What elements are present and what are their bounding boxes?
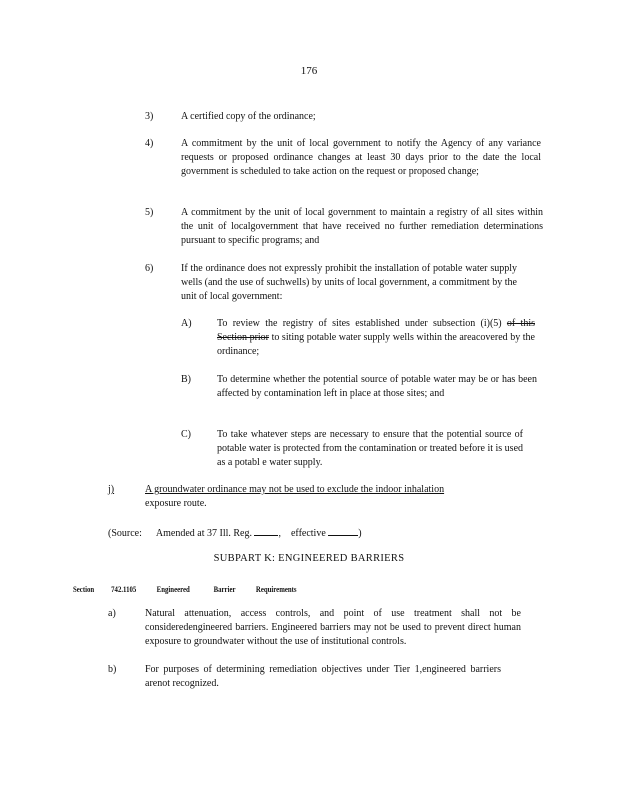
item-3-text: A certified copy of the ordinance; (181, 111, 316, 122)
subitem-c-marker: C) (181, 429, 191, 440)
subitem-a-text (217, 317, 535, 359)
source-effective-blank (328, 524, 358, 536)
source-comma: , (278, 528, 281, 539)
subitem-c-text: To take whatever steps are necessary to ensure that the potential source of potable water is protected from the contamination or treated before it is used as a potabl e water supply. (217, 429, 524, 468)
section-title-word2: Barrier (213, 585, 236, 594)
source-effective: effective (290, 528, 326, 539)
section-label: Section (73, 585, 95, 594)
subitem-a-text-after: to siting potable water supply wells within the areacovered by the ordinance; (217, 332, 535, 357)
subitem-a-struck-text: of this Section prior (217, 318, 535, 343)
source-prefix: (Source: (108, 528, 142, 539)
item-6-marker: 6) (145, 263, 154, 274)
item-3-marker: 3) (145, 111, 154, 122)
item-j-text (145, 483, 515, 511)
section-number: 742.1105 (111, 585, 137, 594)
source-suffix: ) (358, 528, 362, 539)
subitem-a-text-before: To review the registry of sites established under subsection (i)(5) (217, 318, 507, 329)
subitem-a-marker: A) (181, 318, 192, 329)
section-item-b-marker: b) (108, 664, 117, 675)
item-6-text: If the ordinance does not expressly prohibit the installation of potable water supply wells (and the use of suchwells) by units of local government, a commitment by the unit of local government: (181, 263, 517, 302)
subitem-b-marker: B) (181, 374, 191, 385)
section-title-word1: Engineered (156, 585, 190, 594)
source-note (108, 524, 362, 541)
section-title-word3: Requirements (255, 585, 297, 594)
item-5-marker: 5) (145, 207, 154, 218)
section-heading (73, 583, 297, 597)
subpart-heading: SUBPART K: ENGINEERED BARRIERS (213, 553, 405, 564)
item-j-marker: j) (108, 484, 115, 495)
section-item-a-text: Natural attenuation, access controls, and point of use treatment shall not be consideredengineered barriers. Engineered barriers may not be used to prevent direct human exposure to groundwater without the use of institutional controls. (145, 608, 521, 647)
item-j-underlined-text: A groundwater ordinance may not be used to exclude the indoor inhalation (145, 484, 445, 495)
source-amended: Amended at 37 Ill. Reg. (155, 528, 252, 539)
section-item-a-marker: a) (108, 608, 116, 619)
item-5-text: A commitment by the unit of local government to maintain a registry of all sites within the unit of localgovernment that have received no further remediation determinations pursuant to specific programs; and (181, 207, 543, 246)
item-4-text: A commitment by the unit of local government to notify the Agency of any variance requests or proposed ordinance changes at least 30 days prior to the date the local government is scheduled to take action on the request or proposed change; (181, 138, 541, 177)
item-4-marker: 4) (145, 138, 154, 149)
page-number: 176 (300, 65, 318, 77)
subitem-b-text: To determine whether the potential source of potable water may be or has been affected by contamination left in place at those sites; and (217, 374, 537, 399)
item-j-rest-text: exposure route. (145, 498, 207, 509)
source-register-blank (254, 524, 278, 536)
section-item-b-text: For purposes of determining remediation objectives under Tier 1,engineered barriers arenot recognized. (145, 664, 501, 689)
